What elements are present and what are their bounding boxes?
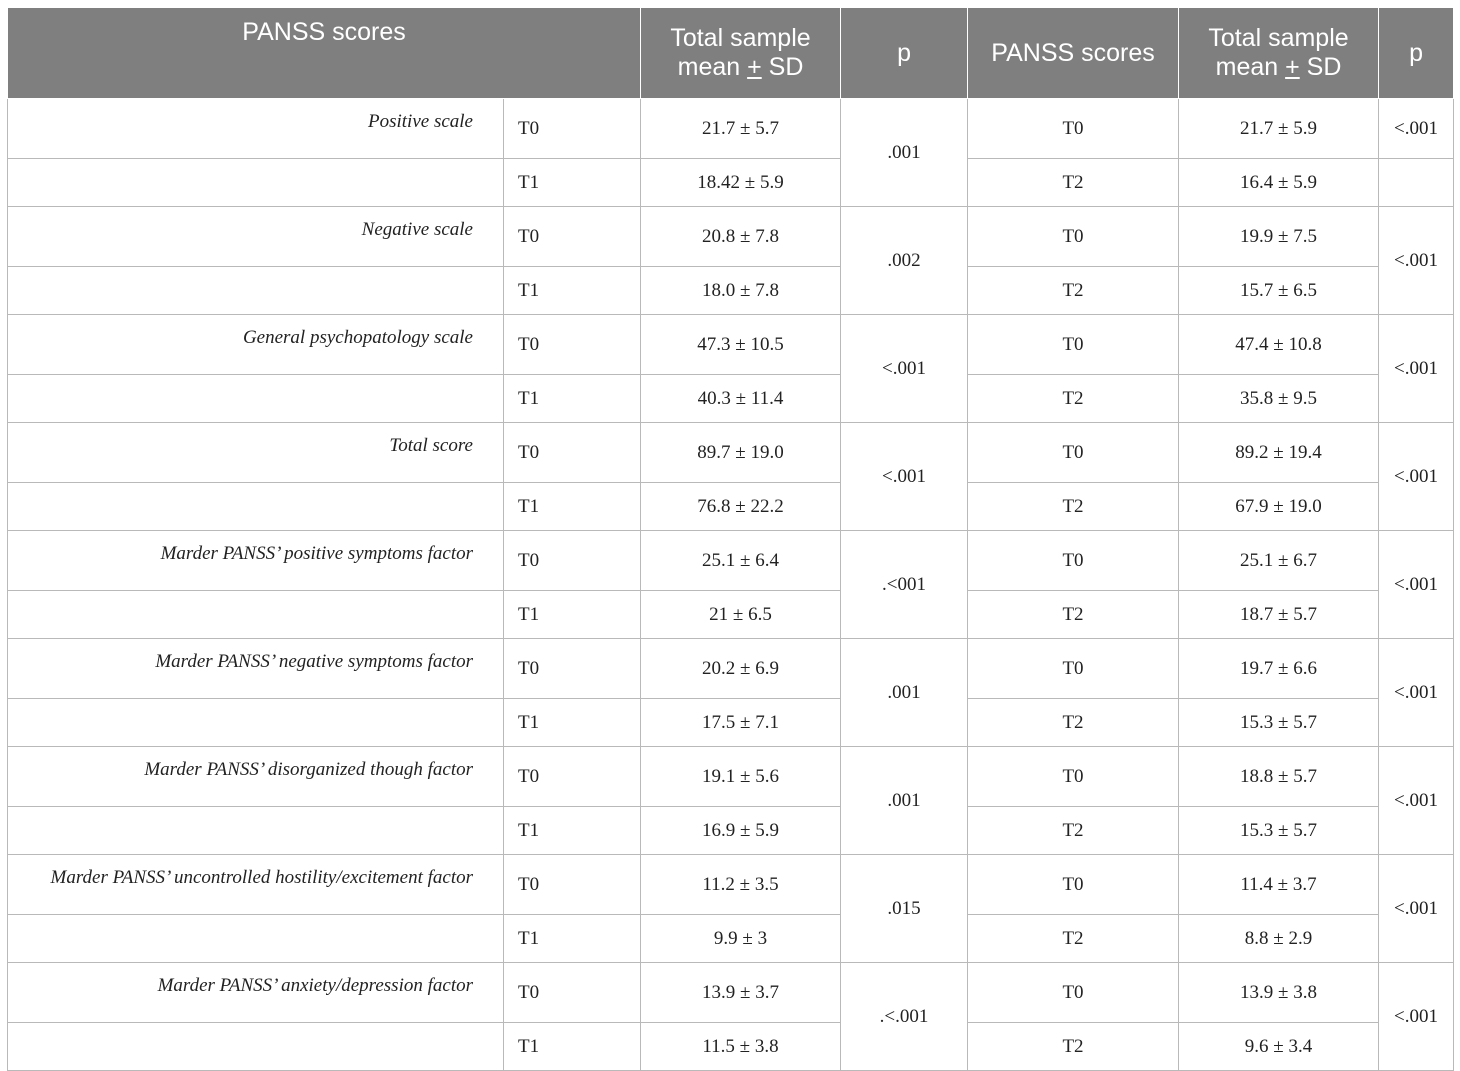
timepoint-cell: T0	[968, 855, 1179, 915]
mean-sd-cell: 11.5 ± 3.8	[641, 1023, 841, 1071]
timepoint-cell: T0	[504, 639, 641, 699]
mean-sd-cell: 9.6 ± 3.4	[1179, 1023, 1379, 1071]
scale-label: Marder PANSS’ positive symptoms factor	[8, 531, 504, 591]
mean-sd-cell: 20.8 ± 7.8	[641, 207, 841, 267]
mean-sd-cell: 89.2 ± 19.4	[1179, 423, 1379, 483]
table-row	[8, 159, 1454, 207]
timepoint-cell: T0	[968, 207, 1179, 267]
empty-label-cell	[8, 807, 504, 855]
p-value-cell: <.001	[1379, 423, 1454, 531]
timepoint-cell: T1	[504, 1023, 641, 1071]
timepoint-cell: T2	[968, 1023, 1179, 1071]
header-plusminus: +	[1285, 53, 1300, 81]
mean-sd-cell: 20.2 ± 6.9	[641, 639, 841, 699]
empty-label-cell	[8, 267, 504, 315]
timepoint-cell: T2	[968, 159, 1179, 207]
timepoint-cell: T1	[504, 699, 641, 747]
mean-sd-cell: 11.2 ± 3.5	[641, 855, 841, 915]
mean-sd-cell: 76.8 ± 22.2	[641, 483, 841, 531]
mean-sd-cell: 9.9 ± 3	[641, 915, 841, 963]
timepoint-cell: T1	[504, 591, 641, 639]
header-total-sample-line1: Total sample	[670, 24, 811, 52]
scale-label: Marder PANSS’ anxiety/depression factor	[8, 963, 504, 1023]
header-mean-text: mean	[677, 53, 748, 81]
timepoint-cell: T0	[968, 639, 1179, 699]
mean-sd-cell: 8.8 ± 2.9	[1179, 915, 1379, 963]
p-value-cell: .001	[841, 99, 968, 207]
timepoint-cell: T0	[504, 855, 641, 915]
header-plusminus: +	[747, 53, 762, 81]
table-row	[8, 375, 1454, 423]
timepoint-cell: T0	[968, 531, 1179, 591]
header-total-sample-1	[641, 8, 841, 99]
mean-sd-cell: 67.9 ± 19.0	[1179, 483, 1379, 531]
mean-sd-cell: 13.9 ± 3.7	[641, 963, 841, 1023]
table-row	[8, 699, 1454, 747]
timepoint-cell: T0	[504, 423, 641, 483]
timepoint-cell: T0	[504, 747, 641, 807]
mean-sd-cell: 18.0 ± 7.8	[641, 267, 841, 315]
mean-sd-cell: 35.8 ± 9.5	[1179, 375, 1379, 423]
table-row	[8, 807, 1454, 855]
scale-label: General psychopatology scale	[8, 315, 504, 375]
mean-sd-cell: 15.3 ± 5.7	[1179, 699, 1379, 747]
mean-sd-cell: 16.4 ± 5.9	[1179, 159, 1379, 207]
table-row	[8, 423, 1454, 483]
header-sd-text: SD	[1299, 53, 1342, 81]
table-row	[8, 747, 1454, 807]
timepoint-cell: T0	[504, 207, 641, 267]
p-value-cell: <.001	[1379, 963, 1454, 1071]
p-value-cell: <.001	[1379, 855, 1454, 963]
timepoint-cell: T0	[504, 963, 641, 1023]
table-row	[8, 963, 1454, 1023]
mean-sd-cell: 25.1 ± 6.7	[1179, 531, 1379, 591]
mean-sd-cell: 15.3 ± 5.7	[1179, 807, 1379, 855]
p-value-cell: <.001	[1379, 99, 1454, 159]
table-row	[8, 531, 1454, 591]
table-row	[8, 267, 1454, 315]
mean-sd-cell: 16.9 ± 5.9	[641, 807, 841, 855]
empty-label-cell	[8, 159, 504, 207]
mean-sd-cell: 17.5 ± 7.1	[641, 699, 841, 747]
timepoint-cell: T2	[968, 267, 1179, 315]
scale-label: Positive scale	[8, 99, 504, 159]
empty-p-cell	[1379, 159, 1454, 207]
p-value-cell: <.001	[1379, 747, 1454, 855]
timepoint-cell: T2	[968, 699, 1179, 747]
scale-label: Marder PANSS’ uncontrolled hostility/excitement factor	[8, 855, 504, 915]
mean-sd-cell: 40.3 ± 11.4	[641, 375, 841, 423]
mean-sd-cell: 13.9 ± 3.8	[1179, 963, 1379, 1023]
mean-sd-cell: 47.4 ± 10.8	[1179, 315, 1379, 375]
table-row	[8, 1023, 1454, 1071]
timepoint-cell: T1	[504, 375, 641, 423]
empty-label-cell	[8, 375, 504, 423]
p-value-cell: .002	[841, 207, 968, 315]
table-row	[8, 207, 1454, 267]
empty-label-cell	[8, 915, 504, 963]
timepoint-cell: T0	[968, 315, 1179, 375]
timepoint-cell: T1	[504, 483, 641, 531]
mean-sd-cell: 19.1 ± 5.6	[641, 747, 841, 807]
timepoint-cell: T2	[968, 375, 1179, 423]
empty-label-cell	[8, 483, 504, 531]
header-total-sample-2	[1179, 8, 1379, 99]
timepoint-cell: T0	[968, 963, 1179, 1023]
p-value-cell: .001	[841, 639, 968, 747]
scale-label: Negative scale	[8, 207, 504, 267]
table-row	[8, 99, 1454, 159]
empty-label-cell	[8, 591, 504, 639]
mean-sd-cell: 18.8 ± 5.7	[1179, 747, 1379, 807]
mean-sd-cell: 21.7 ± 5.9	[1179, 99, 1379, 159]
timepoint-cell: T2	[968, 591, 1179, 639]
timepoint-cell: T1	[504, 267, 641, 315]
mean-sd-cell: 21.7 ± 5.7	[641, 99, 841, 159]
timepoint-cell: T2	[968, 915, 1179, 963]
mean-sd-cell: 25.1 ± 6.4	[641, 531, 841, 591]
header-panss-scores-2: PANSS scores	[968, 8, 1179, 99]
mean-sd-cell: 47.3 ± 10.5	[641, 315, 841, 375]
empty-label-cell	[8, 699, 504, 747]
timepoint-cell: T1	[504, 807, 641, 855]
timepoint-cell: T2	[968, 807, 1179, 855]
table-row	[8, 855, 1454, 915]
header-row	[8, 8, 1454, 99]
header-mean-text: mean	[1215, 53, 1286, 81]
timepoint-cell: T1	[504, 915, 641, 963]
p-value-cell: <.001	[841, 315, 968, 423]
p-value-cell: <.001	[1379, 207, 1454, 315]
mean-sd-cell: 18.42 ± 5.9	[641, 159, 841, 207]
scale-label: Total score	[8, 423, 504, 483]
table-row	[8, 315, 1454, 375]
header-p-1: p	[841, 8, 968, 99]
timepoint-cell: T1	[504, 159, 641, 207]
p-value-cell: <.001	[1379, 531, 1454, 639]
mean-sd-cell: 19.7 ± 6.6	[1179, 639, 1379, 699]
header-sd-text: SD	[761, 53, 804, 81]
mean-sd-cell: 15.7 ± 6.5	[1179, 267, 1379, 315]
p-value-cell: .001	[841, 747, 968, 855]
table-row	[8, 483, 1454, 531]
table-row	[8, 915, 1454, 963]
p-value-cell: <.001	[1379, 639, 1454, 747]
mean-sd-cell: 21 ± 6.5	[641, 591, 841, 639]
header-panss-scores: PANSS scores	[8, 8, 641, 99]
header-total-sample-line1: Total sample	[1208, 24, 1349, 52]
p-value-cell: .015	[841, 855, 968, 963]
scale-label: Marder PANSS’ negative symptoms factor	[8, 639, 504, 699]
timepoint-cell: T0	[504, 99, 641, 159]
p-value-cell: <.001	[841, 423, 968, 531]
timepoint-cell: T2	[968, 483, 1179, 531]
timepoint-cell: T0	[968, 747, 1179, 807]
timepoint-cell: T0	[968, 99, 1179, 159]
panss-table	[7, 7, 1454, 1071]
mean-sd-cell: 19.9 ± 7.5	[1179, 207, 1379, 267]
timepoint-cell: T0	[968, 423, 1179, 483]
mean-sd-cell: 18.7 ± 5.7	[1179, 591, 1379, 639]
timepoint-cell: T0	[504, 531, 641, 591]
scale-label: Marder PANSS’ disorganized though factor	[8, 747, 504, 807]
mean-sd-cell: 11.4 ± 3.7	[1179, 855, 1379, 915]
p-value-cell: .<001	[841, 531, 968, 639]
header-mean-sd-1	[649, 53, 832, 82]
p-value-cell: .<.001	[841, 963, 968, 1071]
empty-label-cell	[8, 1023, 504, 1071]
timepoint-cell: T0	[504, 315, 641, 375]
header-mean-sd-2	[1187, 53, 1370, 82]
table-row	[8, 639, 1454, 699]
p-value-cell: <.001	[1379, 315, 1454, 423]
mean-sd-cell: 89.7 ± 19.0	[641, 423, 841, 483]
header-p-2: p	[1379, 8, 1454, 99]
table-row	[8, 591, 1454, 639]
